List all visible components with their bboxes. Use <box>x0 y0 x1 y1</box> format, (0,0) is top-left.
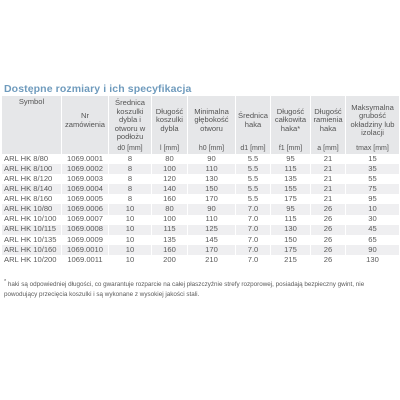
table-cell: 120 <box>151 174 187 184</box>
table-cell: 145 <box>187 235 235 245</box>
table-cell: 1069.0007 <box>61 215 108 225</box>
table-cell: 130 <box>187 174 235 184</box>
symbol-cell: ARL HK 8/100 <box>1 164 61 174</box>
column-unit: d0 [mm] <box>108 144 151 154</box>
table-cell: 7.0 <box>235 235 270 245</box>
column-unit: tmax [mm] <box>345 144 399 154</box>
table-cell: 115 <box>151 225 187 235</box>
table-cell: 26 <box>310 235 345 245</box>
table-cell: 115 <box>270 164 310 174</box>
table-cell: 90 <box>187 154 235 164</box>
table-cell: 170 <box>187 245 235 255</box>
table-cell: 45 <box>345 225 399 235</box>
symbol-cell: ARL HK 10/80 <box>1 204 61 214</box>
column-unit: a [mm] <box>310 144 345 154</box>
table-cell: 7.0 <box>235 215 270 225</box>
table-cell: 1069.0010 <box>61 245 108 255</box>
table-cell: 1069.0011 <box>61 255 108 265</box>
table-cell: 21 <box>310 174 345 184</box>
column-header: Długość całkowita haka* <box>270 96 310 144</box>
table-cell: 55 <box>345 174 399 184</box>
table-cell: 160 <box>151 245 187 255</box>
table-cell: 80 <box>151 204 187 214</box>
symbol-cell: ARL HK 10/115 <box>1 225 61 235</box>
table-cell: 215 <box>270 255 310 265</box>
symbol-cell: ARL HK 10/135 <box>1 235 61 245</box>
table-cell: 8 <box>108 154 151 164</box>
column-unit: l [mm] <box>151 144 187 154</box>
column-header: Minimalna głębokość otworu <box>187 96 235 144</box>
column-header: Średnica koszulki dybla i otworu w podłożu <box>108 96 151 144</box>
table-cell: 35 <box>345 164 399 174</box>
footnote <box>4 278 396 299</box>
table-cell: 8 <box>108 184 151 194</box>
symbol-cell: ARL HK 10/160 <box>1 245 61 255</box>
column-unit: h0 [mm] <box>187 144 235 154</box>
column-unit <box>1 144 61 154</box>
spec-table <box>1 96 399 265</box>
table-cell: 130 <box>345 255 399 265</box>
table-cell: 140 <box>151 184 187 194</box>
column-header: Maksymalna grubość okładziny lub izolacji <box>345 96 399 144</box>
table-cell: 26 <box>310 245 345 255</box>
table-cell: 26 <box>310 204 345 214</box>
column-unit: f1 [mm] <box>270 144 310 154</box>
table-row <box>1 204 399 214</box>
symbol-cell: ARL HK 8/80 <box>1 154 61 164</box>
table-cell: 10 <box>108 255 151 265</box>
table-cell: 95 <box>270 154 310 164</box>
column-unit <box>61 144 108 154</box>
symbol-cell: ARL HK 8/120 <box>1 174 61 184</box>
table-cell: 10 <box>108 235 151 245</box>
table-cell: 10 <box>108 245 151 255</box>
table-row <box>1 215 399 225</box>
table-cell: 8 <box>108 174 151 184</box>
table-cell: 1069.0006 <box>61 204 108 214</box>
table-cell: 160 <box>151 194 187 204</box>
table-cell: 15 <box>345 154 399 164</box>
table-cell: 10 <box>108 204 151 214</box>
table-cell: 26 <box>310 225 345 235</box>
symbol-cell: ARL HK 8/160 <box>1 194 61 204</box>
table-cell: 21 <box>310 164 345 174</box>
table-row <box>1 154 399 164</box>
table-cell: 95 <box>345 194 399 204</box>
table-cell: 80 <box>151 154 187 164</box>
table-cell: 7.0 <box>235 225 270 235</box>
table-cell: 1069.0002 <box>61 164 108 174</box>
table-cell: 8 <box>108 164 151 174</box>
column-unit: d1 [mm] <box>235 144 270 154</box>
table-cell: 26 <box>310 255 345 265</box>
table-cell: 30 <box>345 215 399 225</box>
table-cell: 26 <box>310 215 345 225</box>
table-cell: 90 <box>187 204 235 214</box>
footnote-text: haki są odpowiedniej długości, co gwarantuje rozparcie na całej płaszczyźnie strefy rozporowej, posiadają bezpieczny gwint, nie powodujący przecięcia koszulki i są wykonane z wysokiej jakości stali. <box>4 281 365 298</box>
table-cell: 175 <box>270 194 310 204</box>
section-title: Dostępne rozmiary i ich specyfikacja <box>4 83 192 95</box>
table-cell: 170 <box>187 194 235 204</box>
table-body <box>1 154 399 265</box>
table-cell: 7.0 <box>235 255 270 265</box>
symbol-cell: ARL HK 10/100 <box>1 215 61 225</box>
table-cell: 110 <box>187 164 235 174</box>
table-cell: 5.5 <box>235 174 270 184</box>
table-cell: 7.0 <box>235 204 270 214</box>
table-row <box>1 174 399 184</box>
footnote-marker: * <box>4 279 7 285</box>
table-cell: 1069.0001 <box>61 154 108 164</box>
table-cell: 115 <box>270 215 310 225</box>
table-cell: 1069.0003 <box>61 174 108 184</box>
table-row <box>1 164 399 174</box>
table-cell: 175 <box>270 245 310 255</box>
table-cell: 75 <box>345 184 399 194</box>
table-cell: 5.5 <box>235 184 270 194</box>
table-cell: 5.5 <box>235 194 270 204</box>
table-row <box>1 235 399 245</box>
table-cell: 1069.0004 <box>61 184 108 194</box>
table-cell: 125 <box>187 225 235 235</box>
symbol-cell: ARL HK 8/140 <box>1 184 61 194</box>
table-cell: 135 <box>270 174 310 184</box>
table-cell: 100 <box>151 164 187 174</box>
table-row <box>1 184 399 194</box>
table-cell: 10 <box>345 204 399 214</box>
table-cell: 5.5 <box>235 164 270 174</box>
table-row <box>1 255 399 265</box>
column-header: Nr zamówienia <box>61 96 108 144</box>
table-cell: 10 <box>108 225 151 235</box>
table-cell: 8 <box>108 194 151 204</box>
table-header <box>1 96 399 154</box>
table-row <box>1 194 399 204</box>
table-cell: 1069.0005 <box>61 194 108 204</box>
table-cell: 10 <box>108 215 151 225</box>
symbol-cell: ARL HK 10/200 <box>1 255 61 265</box>
table-cell: 21 <box>310 154 345 164</box>
table-cell: 210 <box>187 255 235 265</box>
table-cell: 135 <box>151 235 187 245</box>
table-row <box>1 245 399 255</box>
table-cell: 155 <box>270 184 310 194</box>
table-cell: 90 <box>345 245 399 255</box>
table-cell: 150 <box>270 235 310 245</box>
table-cell: 21 <box>310 184 345 194</box>
table-row <box>1 225 399 235</box>
table-cell: 1069.0008 <box>61 225 108 235</box>
table-cell: 100 <box>151 215 187 225</box>
table-cell: 21 <box>310 194 345 204</box>
table-cell: 150 <box>187 184 235 194</box>
column-header: Długość koszulki dybla <box>151 96 187 144</box>
column-header: Długość ramienia haka <box>310 96 345 144</box>
table-cell: 5.5 <box>235 154 270 164</box>
table-cell: 95 <box>270 204 310 214</box>
table-cell: 1069.0009 <box>61 235 108 245</box>
column-header: Średnica haka <box>235 96 270 144</box>
column-header: Symbol <box>1 96 61 144</box>
table-cell: 130 <box>270 225 310 235</box>
table-cell: 7.0 <box>235 245 270 255</box>
table-cell: 65 <box>345 235 399 245</box>
table-cell: 110 <box>187 215 235 225</box>
table-cell: 200 <box>151 255 187 265</box>
